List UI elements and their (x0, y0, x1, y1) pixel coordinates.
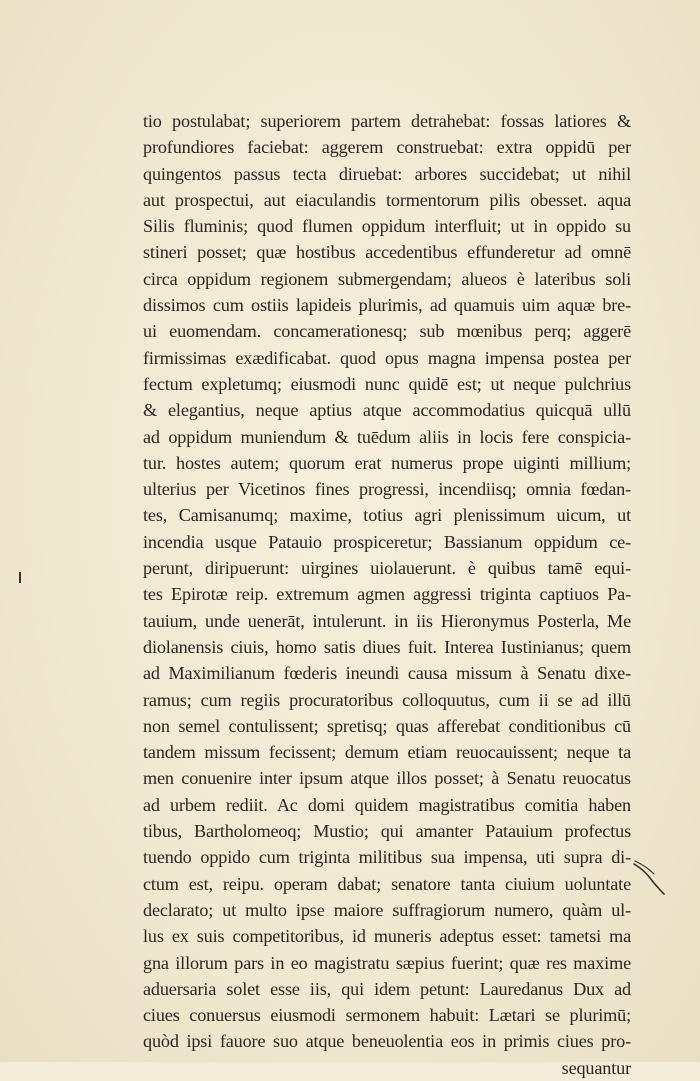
text-line: firmissimas exædificabat. quod opus magna impensa postea per (143, 347, 631, 368)
text-line: tibus, Bartholomeoq; Mustio; qui amanter Patauium profectus (143, 821, 631, 842)
text-line: declarato; ut multo ipse maiore suffragiorum numero, quàm ul- (143, 899, 631, 920)
text-line: ad urbem rediit. Ac domi quidem magistratibus comitia haben (143, 794, 631, 815)
text-line: diolanensis ciuis, homo satis diues fuit. Interea Iustinianus; quem (143, 636, 631, 657)
text-line: tuendo oppido cum triginta militibus sua impensa, uti supra di- (143, 847, 631, 868)
text-line: ui euomendam. concamerationesq; sub mœnibus perq; aggerē (143, 321, 631, 342)
text-line: ad oppidum muniendum & tuēdum aliis in locis fere conspicia- (143, 426, 631, 447)
text-line: tur. hostes autem; quorum erat numerus prope uiginti millium; (143, 452, 631, 473)
text-line: circa oppidum regionem submergendam; alueos è lateribus soli (143, 268, 631, 289)
text-line: quòd ipsi fauore suo atque beneuolentia eos in primis ciues pro- (143, 1031, 631, 1052)
text-line: ctum est, reipu. operam dabat; senatore tanta ciuium uoluntate (143, 873, 631, 894)
text-line: aduersaria solet esse iis, qui idem petunt: Lauredanus Dux ad (143, 978, 631, 999)
text-line: tio postulabat; superiorem partem detrahebat: fossas latiores & (143, 111, 631, 131)
text-column (143, 108, 631, 1081)
text-line: ad Maximilianum fœderis ineundi causa missum à Senatu dixe- (143, 663, 631, 684)
text-line: non semel contulissent; spretisq; quas afferebat conditionibus cū (143, 715, 631, 736)
text-line: incendia usque Patauio prospiceretur; Bassianum oppidum ce- (143, 531, 631, 552)
text-line: ramus; cum regiis procuratoribus colloquutus, cum ii se ad illū (143, 689, 631, 710)
margin-mark (19, 572, 21, 583)
text-line: perunt, diripuerunt: uirgines uiolauerunt. è quibus tamē equi- (143, 558, 631, 579)
text-line: Silis fluminis; quod flumen oppidum interfluit; ut in oppido su (143, 216, 631, 237)
text-line: dissimos cum ostiis lapideis plurimis, ad quamuis uim aquæ bre- (143, 295, 631, 316)
text-line: gna illorum pars in eo magistratu sæpius fuerint; quæ res maxime (143, 952, 631, 973)
text-line: aut prospectui, aut eiaculandis tormentorum pilis obesset. aqua (143, 189, 631, 210)
text-line: stineri posset; quæ hostibus accedentibus effunderetur ad omnē (143, 242, 631, 263)
text-line: men conuenire inter ipsum atque illos posset; à Senatu reuocatus (143, 768, 631, 789)
text-line: tes Epirotæ reip. extremum agmen aggressi triginta captiuos Pa- (143, 584, 631, 605)
text-line: quingentos passus tecta diruebat: arbores succidebat; ut nihil (143, 163, 631, 184)
text-line: tes, Camisanumq; maxime, totius agri plenissimum uicum, ut (143, 505, 631, 526)
text-line: ciues conuersus eiusmodi sermonem habuit: Lætari se plurimū; (143, 1005, 631, 1026)
catchword: sequantur (561, 1057, 631, 1078)
text-line: tauium, unde uenerāt, intulerunt. in iis Hieronymus Posterla, Me (143, 610, 631, 631)
text-line: lus ex suis competitoribus, id muneris adeptus esset: tametsi ma (143, 926, 631, 947)
text-line: & elegantius, neque aptius atque accommodatius quicquā ullū (143, 400, 631, 421)
text-line: tandem missum fecissent; demum etiam reuocauissent; neque ta (143, 742, 631, 763)
text-line: profundiores faciebat: aggerem construebat: extra oppidū per (143, 137, 631, 158)
text-line: fectum expletumq; eiusmodi nunc quidē est; ut neque pulchrius (143, 373, 631, 394)
marginal-pen-stroke (632, 858, 666, 898)
text-line: ulterius per Vicetinos fines progressi, incendiisq; omnia fœdan- (143, 479, 631, 500)
